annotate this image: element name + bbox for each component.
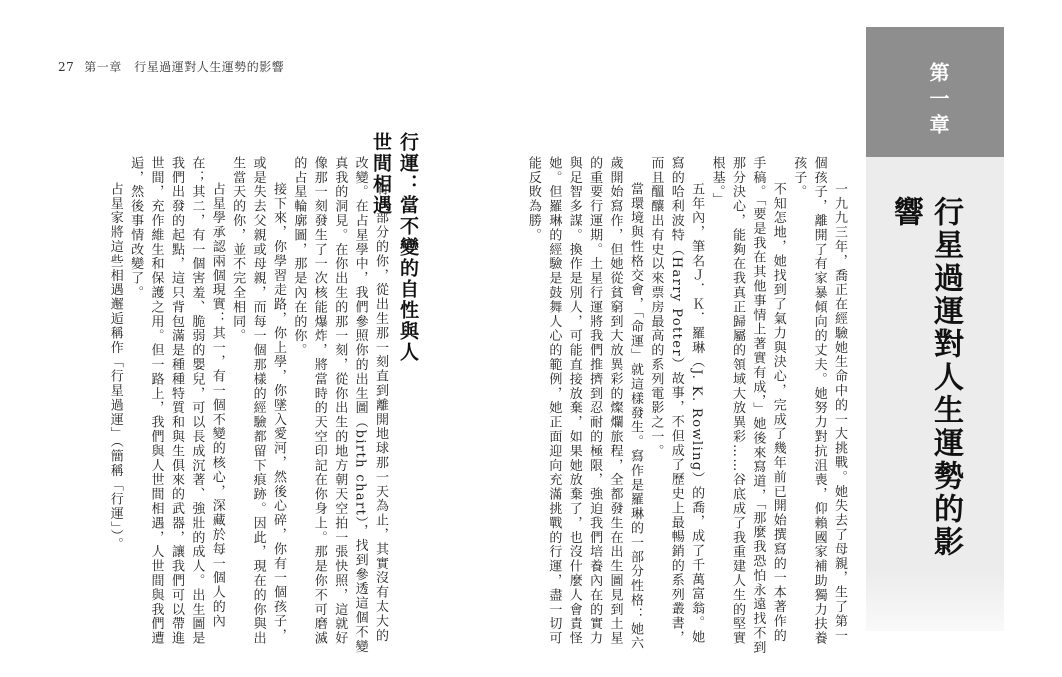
paragraph: 有一部分的你，從出生那一刻直到離開地球那一天為止，其實沒有太大的改變。在占星學中，我們參照你的出生圖（birth chart），找到參透這個不變真我的洞見。在你出生的那一刻，從你出生的地方朝天空拍一張快照，這就好像那一刻發生了一次核能爆炸，將當時的天空印記在你身上。那是你不可磨滅的占星輪廓圖，那是內在的你。 (291, 156, 388, 654)
paragraph: 五年內，筆名Ｊ．Ｋ．羅琳（J. K. Rowling）的喬，成了千萬富翁。她寫的哈利波特（Harry Potter）故事，不但成了歷史上最暢銷的系列叢書，而且醞釀出有史以來票房最高的系列電影之一。 (648, 156, 705, 645)
paragraph: 不知怎地，她找到了氣力與決心，完成了幾年前已開始撰寫的一本著作的手稿。「要是我在其他事情上著實有成，」她後來寫道，「那麼我恐怕永遠找不到那分決心，能夠在我真正歸屬的領域大放異彩……谷底成了我重建人生的堅實根基。」 (709, 156, 786, 655)
paragraph: 占星學承認兩個現實：其一，有一個不變的核心，深藏於每一個人的內在；其二，有一個害羞、脆弱的嬰兒，可以長成沉著、強壯的成人。出生圖是我們出發的起點，這只背包滿是種種特質和與生俱來的武器，讓我們可以帶進世間，充作維生和保護之用。但一路上，我們與人世間相遇，人世間與我們遭逅，然後事情改變了。 (128, 156, 225, 646)
section-heading: 行運：當不變的自性與人世間相遇 (370, 132, 419, 363)
running-header (58, 58, 284, 75)
body-text-right (525, 156, 849, 656)
running-title: 第一章 行星過運對人生運勢的影響 (84, 60, 285, 74)
chapter-title: 行星過運對人生運勢的影響 (888, 196, 963, 559)
paragraph: 一九九三年，喬正在經驗她生命中的一大挑戰。她失去了母親，生了第一個孩子，離開了有家暴傾向的丈夫。她努力對抗沮喪，仰賴國家補助獨力扶養孩子。 (791, 156, 847, 646)
chapter-label: 第一章 (926, 62, 950, 140)
paragraph: 占星家將這些相遇邂逅稱作「行星過運」（簡稱「行運」）。 (107, 182, 123, 552)
paragraph: 當環境與性格交會，「命運」就這樣發生。寫作是羅琳的一部分性格：她六歲開始寫作，但她從貧窮到大放異彩的燦爛旅程，全都發生在出生圖見到土星的重要行運期。土星行運將我們推擠到忍耐的極限，強迫我們培養內在的實力與足智多謀。換作是別人，可能直接放棄，如果她放棄了，也沒什麼人會責怪她。但羅琳的經驗是鼓舞人心的範例，她正面迎向充滿挑戰的行運，盡一切可能反敗為勝。 (525, 156, 643, 651)
body-text-left (107, 156, 390, 656)
paragraph: 接下來，你學習走路，你上學，你墜入愛河，然後心碎，你有一個孩子，或是失去父親或母親，而每一個那樣的經驗都留下痕跡。因此，現在的你與出生當天的你，並不完全相同。 (230, 156, 286, 646)
tab-fade (866, 570, 1004, 631)
page-number: 27 (58, 60, 75, 74)
